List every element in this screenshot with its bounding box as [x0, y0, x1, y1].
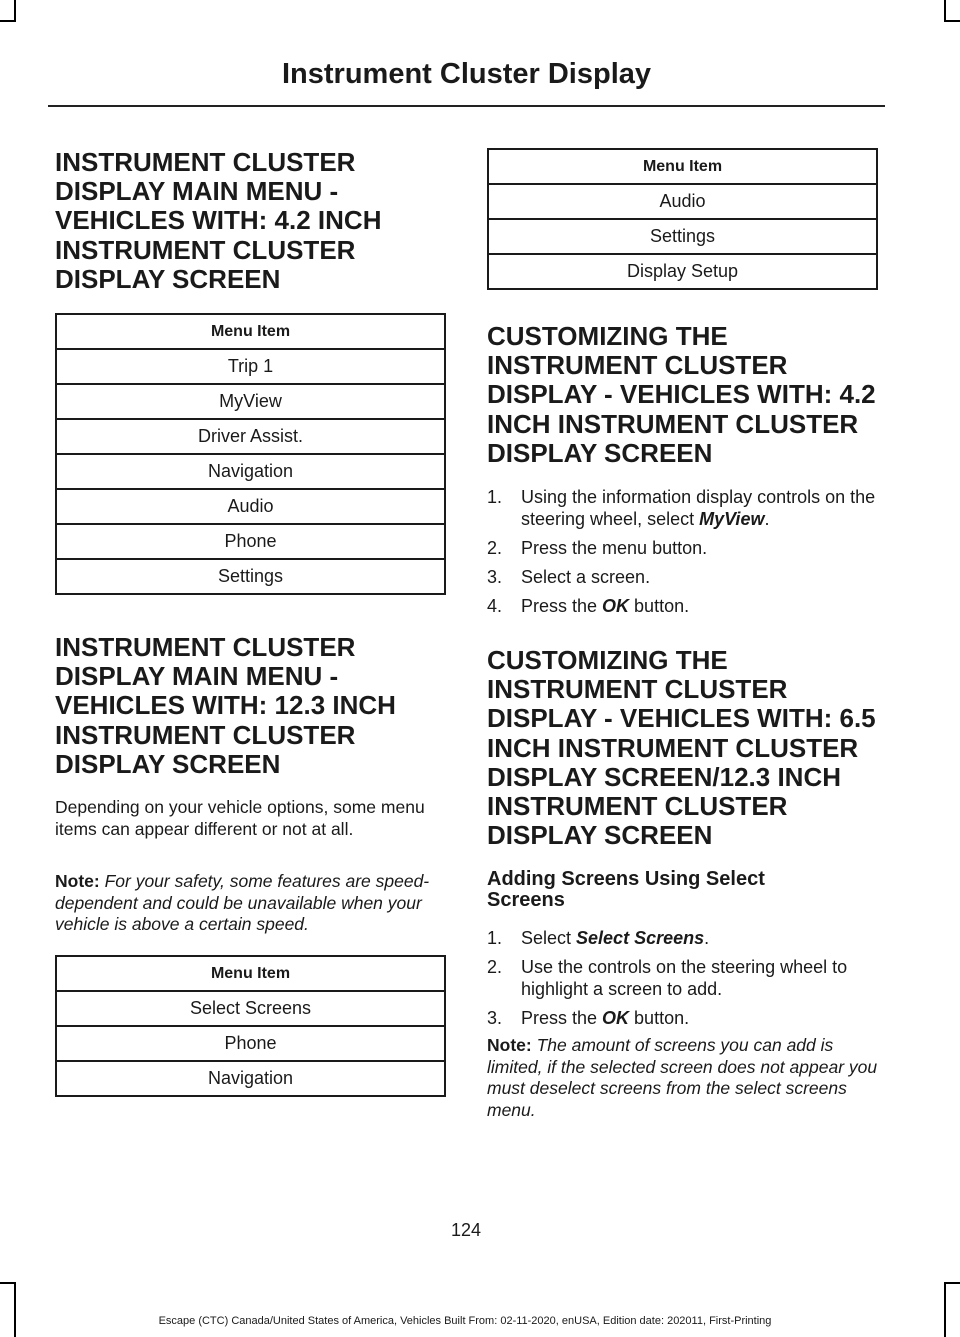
table-row: Audio	[488, 184, 877, 219]
table-row: Display Setup	[488, 254, 877, 289]
crop-mark	[0, 1282, 16, 1284]
header-rule	[48, 105, 885, 107]
heading-line: DISPLAY SCREEN	[55, 263, 281, 294]
step-text-after: .	[764, 508, 770, 529]
list-item	[487, 1008, 879, 1030]
step-text: Using the information display controls on the steering wheel, select	[521, 487, 876, 529]
menu-table-4-2	[55, 313, 446, 595]
list-item	[487, 928, 879, 950]
body-paragraph: Depending on your vehicle options, some menu items can appear different or not at all.	[55, 797, 425, 839]
step-emphasis: Select Screens	[576, 928, 705, 948]
steps-list-select-screens	[487, 928, 879, 1037]
heading-line: INSTRUMENT CLUSTER	[487, 791, 788, 822]
note-text: For your safety, some features are speed-dependent and could be unavailable when your vehicle is above a certain speed.	[55, 871, 430, 934]
crop-mark	[944, 20, 960, 22]
step-number: 1.	[487, 928, 503, 948]
step-text-after: button.	[629, 595, 690, 616]
heading-line: VEHICLES WITH: 12.3 INCH	[55, 690, 396, 721]
table-row: Navigation	[56, 454, 445, 489]
heading-line: DISPLAY SCREEN	[487, 820, 713, 851]
list-item	[487, 487, 879, 530]
note-label: Note:	[487, 1035, 532, 1055]
heading-line: DISPLAY SCREEN	[55, 748, 281, 779]
table-header: Menu Item	[56, 314, 445, 349]
step-number: 4.	[487, 595, 503, 616]
table-row: Phone	[56, 1026, 445, 1061]
table-row: Select Screens	[56, 991, 445, 1026]
crop-mark	[14, 1282, 16, 1337]
step-text: Select	[521, 928, 577, 948]
heading-line: VEHICLES WITH: 4.2 INCH	[55, 205, 382, 236]
crop-mark	[944, 0, 946, 20]
heading-line: INSTRUMENT CLUSTER	[55, 234, 356, 265]
crop-mark	[0, 20, 16, 22]
subheading-line: Screens	[487, 889, 565, 911]
note-paragraph	[487, 1035, 879, 1121]
heading-line: INSTRUMENT CLUSTER	[55, 719, 356, 750]
table-row: Settings	[488, 219, 877, 254]
step-text: Press the	[521, 1007, 603, 1028]
heading-line: INSTRUMENT CLUSTER	[55, 632, 356, 662]
heading-line: DISPLAY - VEHICLES WITH: 4.2	[487, 379, 876, 410]
page-header: Instrument Cluster Display	[281, 58, 652, 90]
step-number: 2.	[487, 957, 503, 977]
heading-line: INCH INSTRUMENT CLUSTER	[487, 408, 859, 439]
step-number: 2.	[487, 537, 503, 558]
step-number: 3.	[487, 566, 503, 587]
table-row: Navigation	[56, 1061, 445, 1096]
table-header: Menu Item	[488, 149, 877, 184]
step-text: Select a screen.	[521, 566, 651, 587]
table-header: Menu Item	[56, 956, 445, 991]
heading-line: CUSTOMIZING THE	[487, 645, 728, 675]
subheading-line: Adding Screens Using Select	[487, 868, 765, 890]
heading-line: INSTRUMENT CLUSTER	[487, 350, 788, 381]
menu-table-12-3	[55, 955, 446, 1097]
list-item	[487, 567, 879, 589]
section-heading-customizing-6-5	[487, 646, 882, 850]
table-row: Settings	[56, 559, 445, 594]
table-row: MyView	[56, 384, 445, 419]
table-row: Driver Assist.	[56, 419, 445, 454]
heading-line: DISPLAY SCREEN/12.3 INCH	[487, 761, 842, 792]
list-item	[487, 957, 879, 1000]
step-number: 1.	[487, 487, 503, 507]
crop-mark	[944, 1282, 946, 1337]
list-item	[487, 596, 879, 618]
crop-mark	[944, 1282, 960, 1284]
crop-mark	[14, 0, 16, 20]
step-text: Use the controls on the steering wheel to highlight a screen to add.	[521, 957, 848, 999]
step-emphasis: MyView	[699, 508, 765, 529]
note-label: Note:	[55, 871, 100, 891]
note-text: The amount of screens you can add is limited, if the selected screen does not appear you must deselect screens from the select screens menu.	[487, 1035, 878, 1120]
table-row: Trip 1	[56, 349, 445, 384]
step-text: Press the menu button.	[521, 537, 708, 558]
section-heading-main-menu-4-2	[55, 148, 450, 294]
table-row: Phone	[56, 524, 445, 559]
heading-line: INSTRUMENT CLUSTER	[55, 147, 356, 177]
section-heading-customizing-4-2	[487, 322, 882, 468]
step-text: Press the	[521, 595, 603, 616]
footer-text: Escape (CTC) Canada/United States of America, Vehicles Built From: 02-11-2020, enUSA, Edition date: 202011, First-Printing	[158, 1315, 772, 1327]
heading-line: DISPLAY - VEHICLES WITH: 6.5	[487, 703, 876, 734]
heading-line: INCH INSTRUMENT CLUSTER	[487, 732, 859, 763]
heading-line: INSTRUMENT CLUSTER	[487, 674, 788, 705]
step-text-after: .	[704, 928, 710, 948]
list-item	[487, 538, 879, 560]
section-heading-main-menu-12-3	[55, 633, 450, 779]
subheading-adding-screens	[487, 869, 882, 911]
heading-line: DISPLAY SCREEN	[487, 437, 713, 468]
step-text-after: button.	[629, 1007, 690, 1028]
steps-list-4-2	[487, 487, 879, 625]
heading-line: DISPLAY MAIN MENU -	[55, 176, 339, 207]
page-number: 124	[450, 1220, 482, 1240]
table-row: Audio	[56, 489, 445, 524]
menu-table-continued	[487, 148, 878, 290]
heading-line: DISPLAY MAIN MENU -	[55, 661, 339, 692]
step-emphasis: OK	[602, 595, 630, 616]
note-paragraph	[55, 871, 447, 936]
step-number: 3.	[487, 1007, 503, 1028]
heading-line: CUSTOMIZING THE	[487, 321, 728, 351]
step-emphasis: OK	[602, 1007, 630, 1028]
